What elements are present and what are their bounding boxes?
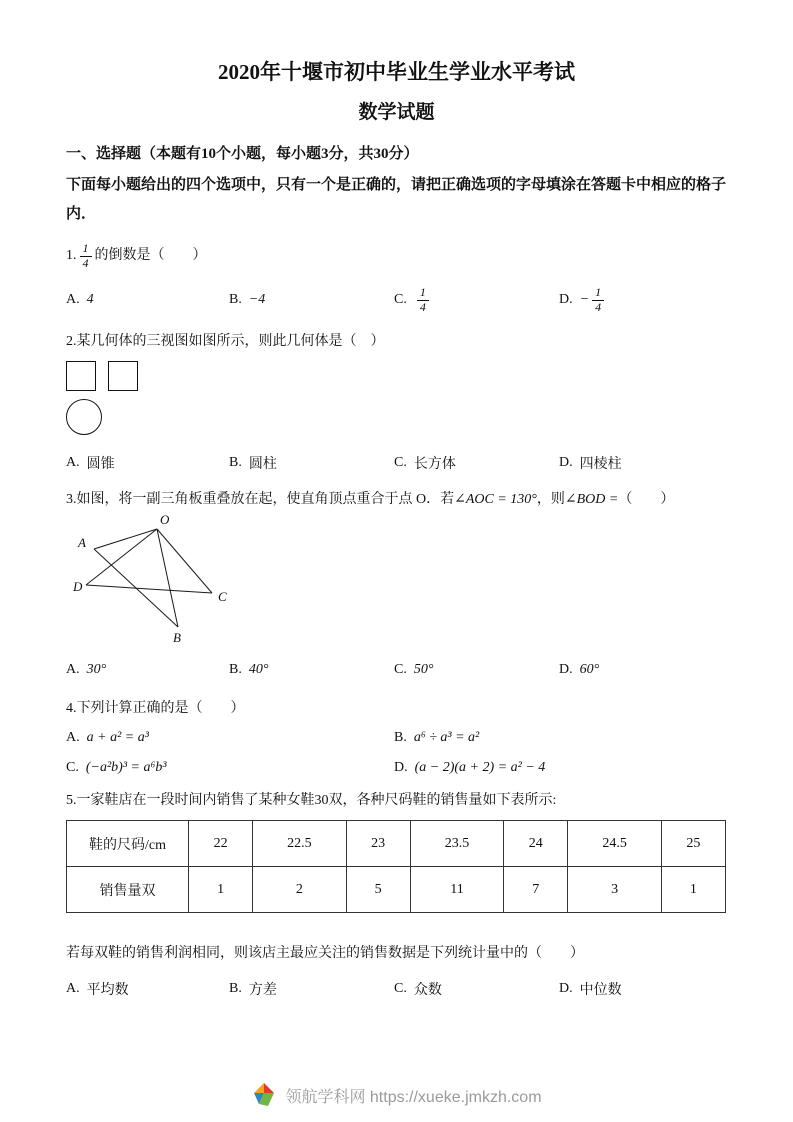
question-1-fraction: $\frac{1}{4}$ — [80, 242, 92, 271]
table-cell: 销售量双 — [67, 867, 189, 913]
table-cell: 23.5 — [410, 821, 503, 867]
watermark-text: 领航学科网 https://xueke.jmkzh.com — [285, 1088, 542, 1106]
question-5-intro: 5.一家鞋店在一段时间内销售了某种女鞋30双，各种尺码鞋的销售量如下表所示: — [66, 793, 557, 808]
question-3-options — [66, 656, 727, 684]
question-2-option-b: B. 圆柱 — [229, 455, 277, 472]
top-view-circle — [66, 399, 102, 435]
page-subtitle: 数学试题 — [358, 102, 435, 123]
question-1-text: 的倒数是（ ） — [94, 248, 207, 263]
question-4-option-b: B. a⁶ ÷ a³ = a² — [394, 730, 480, 745]
table-cell: 24.5 — [568, 821, 661, 867]
page-title: 2020年十堰市初中毕业生学业水平考试 — [218, 60, 575, 84]
xueke-logo-icon — [251, 1082, 277, 1108]
question-4-option-c: C. (−a²b)³ = a⁶b³ — [66, 760, 167, 775]
shoe-sales-table — [66, 820, 726, 913]
footer-watermark — [0, 1082, 793, 1108]
question-4-option-d: D. (a − 2)(a + 2) = a² − 4 — [394, 760, 546, 775]
question-4-stem: 4.下列计算正确的是（ ） — [66, 701, 245, 716]
question-4-options — [66, 730, 727, 776]
side-view-square — [108, 361, 138, 391]
question-4-option-a: A. a + a² = a³ — [66, 730, 149, 745]
table-row-quantity — [67, 867, 726, 913]
table-cell: 23 — [346, 821, 410, 867]
point-d-label: D — [73, 579, 83, 594]
table-cell: 2 — [253, 867, 346, 913]
question-1-option-b: B. −4 — [229, 292, 266, 307]
question-3-option-a: A. 30° — [66, 662, 107, 677]
table-cell: 22 — [189, 821, 253, 867]
point-b-label: B — [173, 630, 181, 645]
question-1-number: 1. — [66, 248, 77, 263]
question-1-option-c: C. $\frac{1}{4}$ — [394, 286, 559, 315]
triangle-figure-svg — [72, 513, 272, 645]
question-1-option-a: A. 4 — [66, 292, 94, 307]
table-cell: 7 — [504, 867, 568, 913]
question-5-question: 若每双鞋的销售利润相同，则该店主最应关注的销售数据是下列统计量中的（ ） — [66, 946, 584, 961]
angle-bod-expression: ∠BOD = — [564, 492, 619, 507]
question-1-stem — [66, 239, 727, 273]
table-cell: 1 — [661, 867, 725, 913]
table-cell: 5 — [346, 867, 410, 913]
question-5-option-d: D. 中位数 — [559, 981, 622, 998]
table-cell: 1 — [189, 867, 253, 913]
question-1-option-d: D. − $\frac{1}{4}$ — [559, 286, 727, 315]
question-2-option-a: A. 圆锥 — [66, 455, 115, 472]
section-heading: 一、选择题（本题有10个小题，每小题3分，共30分） — [66, 146, 419, 162]
question-3-option-c: C. 50° — [394, 662, 434, 677]
table-cell: 25 — [661, 821, 725, 867]
table-cell: 11 — [410, 867, 503, 913]
question-3-option-b: B. 40° — [229, 662, 269, 677]
section-instructions: 下面每小题给出的四个选项中，只有一个是正确的，请把正确选项的字母填涂在答题卡中相应的格子内． — [66, 177, 727, 222]
triangle-rulers-figure — [72, 513, 727, 650]
table-cell: 22.5 — [253, 821, 346, 867]
question-5-option-b: B. 方差 — [229, 981, 277, 998]
question-2-option-d: D. 四棱柱 — [559, 455, 622, 472]
front-view-square — [66, 361, 96, 391]
angle-aoc-expression: ∠AOC = 130° — [454, 492, 537, 507]
table-cell: 鞋的尺码/cm — [67, 821, 189, 867]
question-3-stem: 3.如图，将一副三角板重叠放在起，使直角顶点重合于点 O．若∠AOC = 130°，则∠BOD =（ ） — [66, 492, 675, 507]
table-cell: 24 — [504, 821, 568, 867]
three-views-figure — [66, 361, 727, 391]
point-o-label: O — [160, 513, 170, 527]
point-c-label: C — [218, 589, 227, 604]
question-2-options — [66, 449, 727, 477]
option-d-fraction: $\frac{1}{4}$ — [592, 286, 604, 315]
question-2-option-c: C. 长方体 — [394, 455, 456, 472]
point-a-label: A — [78, 535, 86, 550]
table-row-sizes — [67, 821, 726, 867]
question-1-options — [66, 281, 727, 319]
question-2-stem: 2.某几何体的三视图如图所示，则此几何体是（ ） — [66, 334, 385, 349]
question-5-options — [66, 975, 727, 1003]
question-3-option-d: D. 60° — [559, 662, 600, 677]
question-5-option-a: A. 平均数 — [66, 981, 129, 998]
table-cell: 3 — [568, 867, 661, 913]
question-5-option-c: C. 众数 — [394, 981, 442, 998]
option-c-fraction: $\frac{1}{4}$ — [417, 286, 429, 315]
